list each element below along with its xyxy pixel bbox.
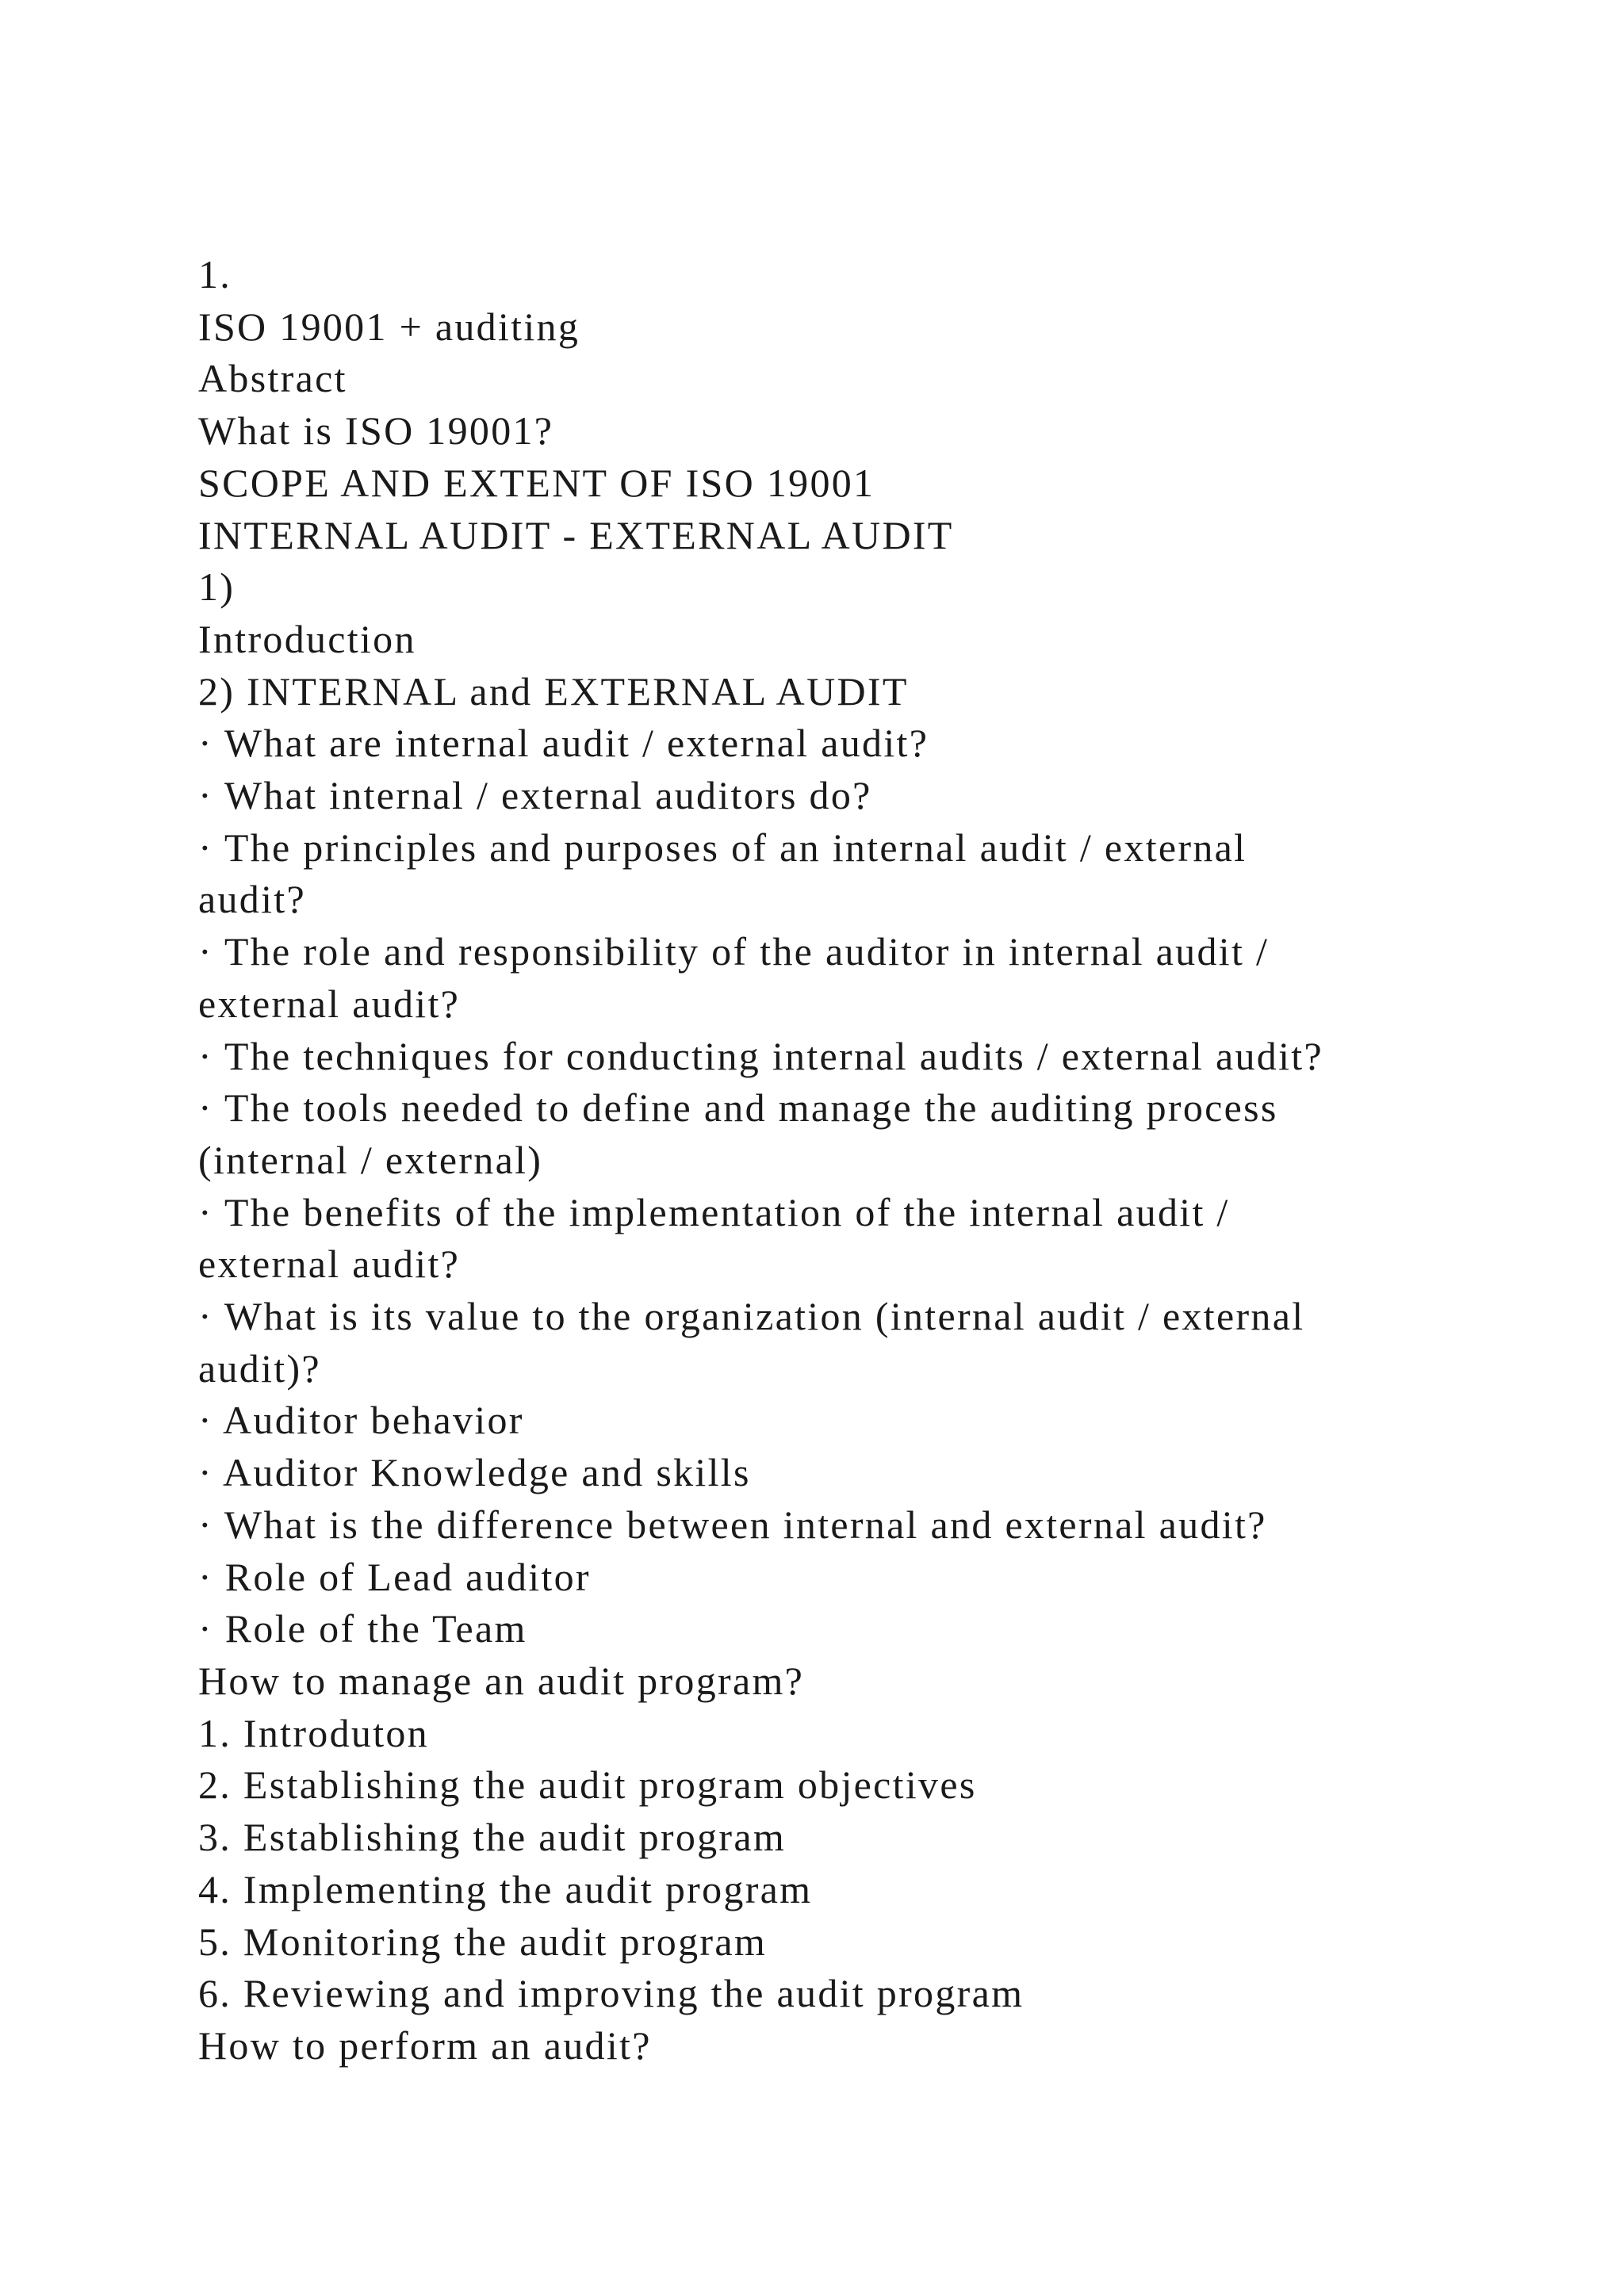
document-line: · Auditor behavior bbox=[198, 1398, 524, 1443]
document-line: · Role of the Team bbox=[198, 1606, 527, 1651]
document-line: ISO 19001 + auditing bbox=[198, 304, 580, 349]
document-line: · What are internal audit / external audit? bbox=[198, 721, 929, 766]
document-line: 5. Monitoring the audit program bbox=[198, 1919, 768, 1964]
document-line: · Role of Lead auditor bbox=[198, 1554, 591, 1599]
document-line: · What is the difference between internal and external audit? bbox=[198, 1502, 1267, 1547]
document-line: How to manage an audit program? bbox=[198, 1658, 805, 1703]
document-line: 3. Establishing the audit program bbox=[198, 1815, 787, 1860]
document-line: How to perform an audit? bbox=[198, 2022, 652, 2068]
document-line: · The benefits of the implementation of the internal audit / bbox=[198, 1189, 1230, 1234]
document-line: Introduction bbox=[198, 616, 416, 661]
document-line: external audit? bbox=[198, 981, 461, 1026]
document-line: · The role and responsibility of the auditor in internal audit / bbox=[198, 929, 1270, 974]
document-line: 2) INTERNAL and EXTERNAL AUDIT bbox=[198, 668, 909, 714]
document-line: 1. bbox=[198, 252, 232, 297]
document-body bbox=[198, 249, 1499, 2072]
document-line: · Auditor Knowledge and skills bbox=[198, 1450, 751, 1495]
document-line: 6. Reviewing and improving the audit program bbox=[198, 1971, 1025, 2016]
document-line: audit? bbox=[198, 877, 306, 922]
document-line: · What internal / external auditors do? bbox=[198, 773, 872, 818]
document-line: (internal / external) bbox=[198, 1137, 543, 1182]
document-line: 4. Implementing the audit program bbox=[198, 1866, 813, 1911]
document-line: · The principles and purposes of an internal audit / external bbox=[198, 825, 1247, 870]
document-line: audit)? bbox=[198, 1345, 321, 1391]
document-line: SCOPE AND EXTENT OF ISO 19001 bbox=[198, 460, 875, 505]
document-line: 2. Establishing the audit program objectives bbox=[198, 1762, 977, 1808]
document-line: external audit? bbox=[198, 1242, 461, 1287]
document-line: · The techniques for conducting internal audits / external audit? bbox=[198, 1033, 1323, 1078]
document-line: · The tools needed to define and manage the auditing process bbox=[198, 1085, 1278, 1131]
document-line: What is ISO 19001? bbox=[198, 408, 554, 453]
document-line: 1. Introduton bbox=[198, 1710, 429, 1755]
document-line: 1) bbox=[198, 564, 236, 610]
document-line: INTERNAL AUDIT - EXTERNAL AUDIT bbox=[198, 512, 954, 557]
document-line: · What is its value to the organization (internal audit / external bbox=[198, 1294, 1305, 1339]
document-line: Abstract bbox=[198, 356, 347, 401]
